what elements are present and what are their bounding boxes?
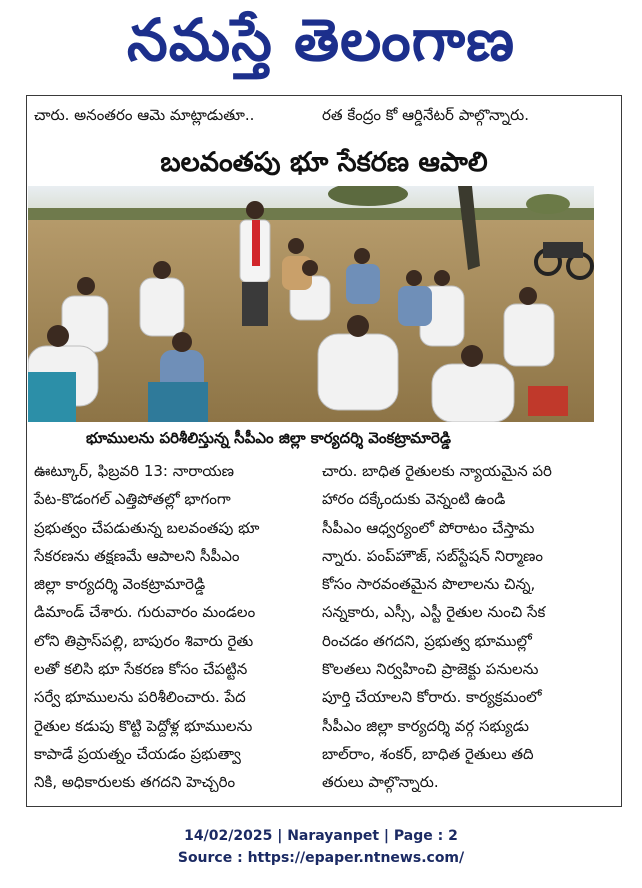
text-line: రించడం తగదని, ప్రభుత్వ భూముల్లో (322, 631, 532, 650)
photo-caption: భూములను పరిశీలిస్తున్న సీపీఎం జిల్లా కార్యదర్శి వెంకట్రామారెడ్డి (86, 429, 451, 447)
text-line: కొలతలు నిర్వహించి ప్రాజెక్టు పనులను (322, 660, 539, 679)
text-line: కాపాడే ప్రయత్నం చేయడం ప్రభుత్వా (34, 744, 241, 763)
text-line: ప్రభుత్వం చేపడుతున్న బలవంతపు భూ (34, 518, 260, 537)
article-column-left (34, 457, 310, 797)
text-line: నికి, అధికారులకు తగదని హెచ్చరిం (34, 773, 236, 792)
text-line: సీపీఎం ఆధ్వర్యంలో పోరాటం చేస్తామ (322, 518, 535, 537)
text-line: జిల్లా కార్యదర్శి వెంకట్రామారెడ్డి (34, 575, 206, 594)
footer-source-line: Source : https://epaper.ntnews.com/ (177, 850, 465, 866)
newspaper-logo: నమస్తే తెలంగాణ (127, 6, 515, 74)
article-photo (28, 186, 594, 422)
previous-article-snippet-left: చారు. అనంతరం ఆమె మాట్లాడుతూ.. (34, 106, 255, 124)
text-line: ఊట్కూర్, ఫిబ్రవరి 13: నారాయణ (34, 462, 235, 480)
text-line: చారు. బాధిత రైతులకు న్యాయమైన పరి (322, 462, 552, 480)
text-line: పేట-కొడంగల్ ఎత్తిపోతల్లో భాగంగా (34, 490, 231, 509)
text-line: డిమాండ్ చేశారు. గురువారం మండలం (34, 603, 256, 622)
text-line: తరులు పాల్గొన్నారు. (322, 773, 439, 792)
text-line: సీపీఎం జిల్లా కార్యదర్శి వర్గ సభ్యుడు (322, 716, 529, 735)
text-line: బాల్‌రాం, శంకర్, బాధిత రైతులు తది (322, 744, 534, 763)
footer-date-line: 14/02/2025 | Narayanpet | Page : 2 (184, 828, 458, 844)
text-line: లతో కలిసి భూ సేకరణ కోసం చేపట్టిన (34, 660, 248, 679)
text-line: సర్వే భూములను పరిశీలించారు. పేద (34, 688, 246, 707)
masthead (0, 0, 642, 80)
previous-article-snippet-right: రత కేంద్రం కో ఆర్డినేటర్ పాల్గొన్నారు. (322, 106, 529, 124)
text-line: న్నారు. పంప్‌హౌజ్, సబ్‌స్టేషన్ నిర్మాణం (322, 546, 544, 565)
article-column-right (322, 457, 598, 797)
text-line: రైతుల కడుపు కొట్టి పెద్దోళ్ల భూములను (34, 716, 253, 735)
text-line: సన్నకారు, ఎస్సీ, ఎస్టీ రైతుల నుంచి సేక (322, 603, 546, 622)
text-line: కోసం సారవంతమైన పొలాలను చిన్న, (322, 575, 536, 594)
text-line: లోని తిప్రాస్‌పల్లి, బాపురం శివారు రైతు (34, 631, 254, 650)
text-line: పూర్తి చేయాలని కోరారు. కార్యక్రమంలో (322, 688, 542, 707)
article-headline: బలవంతపు భూ సేకరణ ఆపాలి (160, 147, 488, 178)
text-line: హారం దక్కేందుకు వెన్నంటి ఉండి (322, 490, 506, 509)
text-line: సేకరణను తక్షణమే ఆపాలని సీపీఎం (34, 546, 240, 565)
